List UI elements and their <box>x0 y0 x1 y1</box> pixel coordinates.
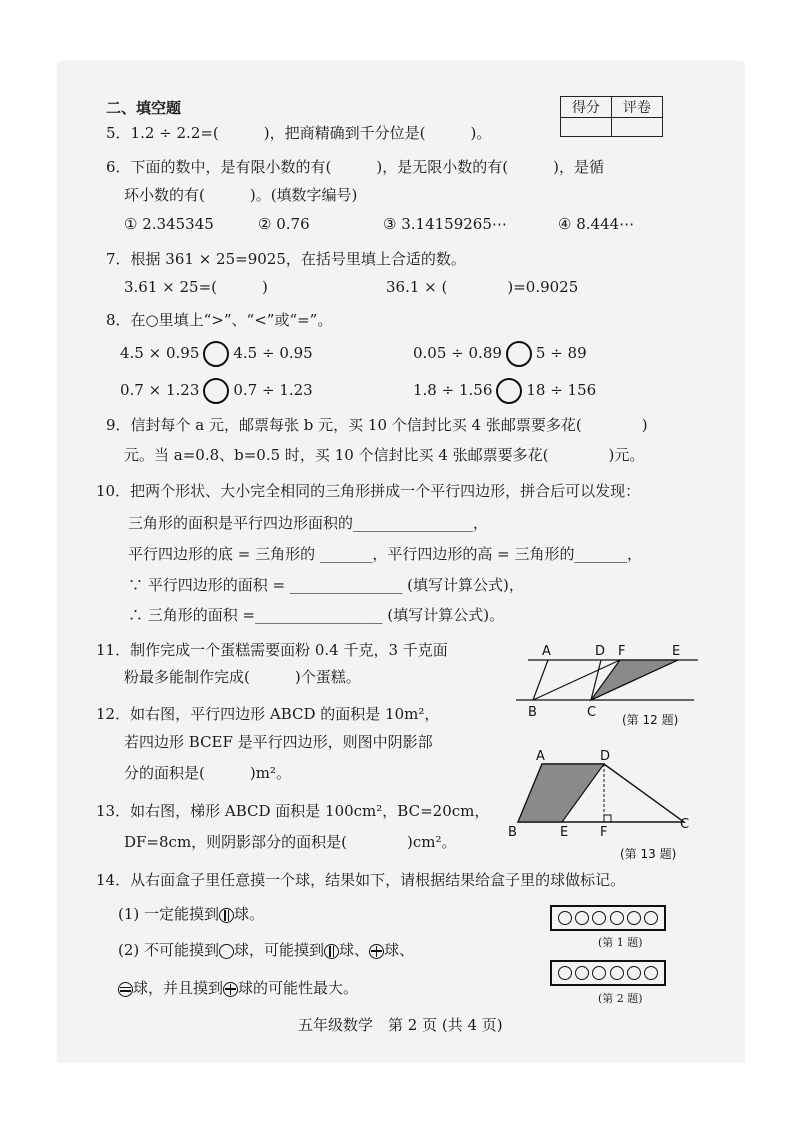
question-9-line2: 元。当 a=0.8、b=0.5 时，买 10 个信封比买 4 张邮票要多花( )元。 <box>124 446 645 464</box>
question-10-line1: 10．把两个形状、大小完全相同的三角形拼成一个平行四边形，拼合后可以发现： <box>96 482 641 500</box>
expr-left: 0.05 ÷ 0.89 <box>413 344 502 362</box>
expr-right: 5 ÷ 89 <box>535 344 587 362</box>
ball-slot[interactable] <box>610 911 624 925</box>
ball-slot[interactable] <box>575 966 589 980</box>
question-14-part1 <box>118 905 264 923</box>
compare-circle[interactable] <box>496 378 522 404</box>
question-9-line1: 9．信封每个 a 元，邮票每张 b 元，买 10 个信封比买 4 张邮票要多花( ) <box>106 416 648 434</box>
compare-circle[interactable] <box>203 341 229 367</box>
question-7-right: 36.1 × ( )=0.9025 <box>386 278 579 296</box>
part2-text: 球，可能摸到 <box>234 941 325 959</box>
label-e: E <box>672 644 681 659</box>
question-8-item-1 <box>120 341 313 367</box>
question-6-option-1: ① 2.345345 <box>124 215 214 233</box>
expr-right: 18 ÷ 156 <box>526 381 597 399</box>
page-footer: 五年级数学 第 2 页 (共 4 页) <box>298 1016 503 1034</box>
review-cell[interactable] <box>612 118 663 137</box>
question-12-line3: 分的面积是( )m²。 <box>124 764 291 782</box>
ball-slot[interactable] <box>610 966 624 980</box>
label-b: B <box>528 705 537 720</box>
ball-slot[interactable] <box>558 966 572 980</box>
question-14-part3 <box>118 979 358 997</box>
plain-ball-icon <box>219 944 234 959</box>
part1-text-end: 球。 <box>234 905 265 923</box>
part2-text: (2) 不可能摸到 <box>118 941 220 959</box>
cross-ball-icon <box>223 982 238 997</box>
question-7-line1: 7．根据 361 × 25=9025，在括号里填上合适的数。 <box>106 250 466 268</box>
section-title: 二、填空题 <box>106 99 182 117</box>
part3-text: 球，并且摸到 <box>133 979 224 997</box>
label-d: D <box>595 644 606 659</box>
vertical-striped-ball-icon <box>324 944 339 959</box>
ball-slot[interactable] <box>644 911 658 925</box>
part2-text: 球、 <box>339 941 370 959</box>
ball-slot[interactable] <box>558 911 572 925</box>
ball-slot[interactable] <box>592 966 606 980</box>
label-f: F <box>618 644 626 659</box>
label-b: B <box>508 825 517 840</box>
ball-box-2 <box>550 960 666 986</box>
expr-right: 4.5 ÷ 0.95 <box>233 344 313 362</box>
ball-box-1 <box>550 905 666 931</box>
part3-text: 球的可能性最大。 <box>238 979 359 997</box>
question-10-line5: ∴ 三角形的面积 =_________________ (填写计算公式)。 <box>128 606 505 624</box>
question-6-line2: 环小数的有( )。(填数字编号) <box>124 186 358 204</box>
question-12-line1: 12．如右图，平行四边形 ABCD 的面积是 10m²， <box>96 705 440 723</box>
compare-circle[interactable] <box>203 378 229 404</box>
score-header: 得分 <box>561 97 612 118</box>
label-a: A <box>536 749 545 764</box>
question-8-title: 8．在○里填上“>”、“<”或“=”。 <box>106 311 333 329</box>
figure-12 <box>508 640 704 730</box>
label-c: C <box>680 817 690 832</box>
question-6-option-2: ② 0.76 <box>258 215 310 233</box>
figure-12-caption: (第 12 题) <box>622 713 679 727</box>
cross-ball-icon <box>369 944 384 959</box>
label-e: E <box>560 825 569 840</box>
question-5: 5．1.2 ÷ 2.2=( )，把商精确到千分位是( )。 <box>106 124 492 142</box>
question-7-left: 3.61 × 25=( ) <box>124 278 268 296</box>
ball-slot[interactable] <box>644 966 658 980</box>
question-14-line1: 14．从右面盒子里任意摸一个球，结果如下，请根据结果给盒子里的球做标记。 <box>96 871 626 889</box>
ball-slot[interactable] <box>627 966 641 980</box>
question-14-part2 <box>118 941 414 959</box>
horizontal-striped-ball-icon <box>118 982 133 997</box>
label-f: F <box>600 825 608 840</box>
question-11-line2: 粉最多能制作完成( )个蛋糕。 <box>124 668 361 686</box>
question-13-line2: DF=8cm，则阴影部分的面积是( )cm²。 <box>124 833 457 851</box>
figure-13-caption: (第 13 题) <box>620 847 677 861</box>
part2-text: 球、 <box>384 941 415 959</box>
question-10-line4: ∵ 平行四边形的面积 = _______________ (填写计算公式)， <box>128 576 524 594</box>
figure-13 <box>500 748 700 866</box>
label-a: A <box>542 644 551 659</box>
question-11-line1: 11．制作完成一个蛋糕需要面粉 0.4 千克，3 千克面 <box>96 641 448 659</box>
ball-slot[interactable] <box>592 911 606 925</box>
compare-circle[interactable] <box>506 341 532 367</box>
question-6-option-4: ④ 8.444⋯ <box>558 215 635 233</box>
question-6-option-3: ③ 3.14159265⋯ <box>383 215 507 233</box>
question-12-line2: 若四边形 BCEF 是平行四边形，则图中阴影部 <box>124 733 433 751</box>
question-8-item-4 <box>413 378 596 404</box>
ball-slot[interactable] <box>627 911 641 925</box>
box-2-caption: (第 2 题) <box>598 992 643 1005</box>
question-8-item-2 <box>413 341 587 367</box>
label-c: C <box>587 705 597 720</box>
score-table <box>560 96 663 137</box>
expr-left: 0.7 × 1.23 <box>120 381 200 399</box>
label-d: D <box>600 749 611 764</box>
expr-left: 1.8 ÷ 1.56 <box>413 381 493 399</box>
score-cell[interactable] <box>561 118 612 137</box>
question-6-line1: 6．下面的数中，是有限小数的有( )，是无限小数的有( )，是循 <box>106 158 604 176</box>
vertical-striped-ball-icon <box>219 908 234 923</box>
expr-left: 4.5 × 0.95 <box>120 344 200 362</box>
question-10-line3: 平行四边形的底 = 三角形的 _______，平行四边形的高 = 三角形的_______， <box>128 545 642 563</box>
expr-right: 0.7 ÷ 1.23 <box>233 381 313 399</box>
ball-slot[interactable] <box>575 911 589 925</box>
review-header: 评卷 <box>612 97 663 118</box>
question-10-line2: 三角形的面积是平行四边形面积的________________， <box>128 514 489 532</box>
question-8-item-3 <box>120 378 313 404</box>
question-13-line1: 13．如右图，梯形 ABCD 面积是 100cm²，BC=20cm， <box>96 802 490 820</box>
box-1-caption: (第 1 题) <box>598 936 643 949</box>
part1-text: (1) 一定能摸到 <box>118 905 220 923</box>
